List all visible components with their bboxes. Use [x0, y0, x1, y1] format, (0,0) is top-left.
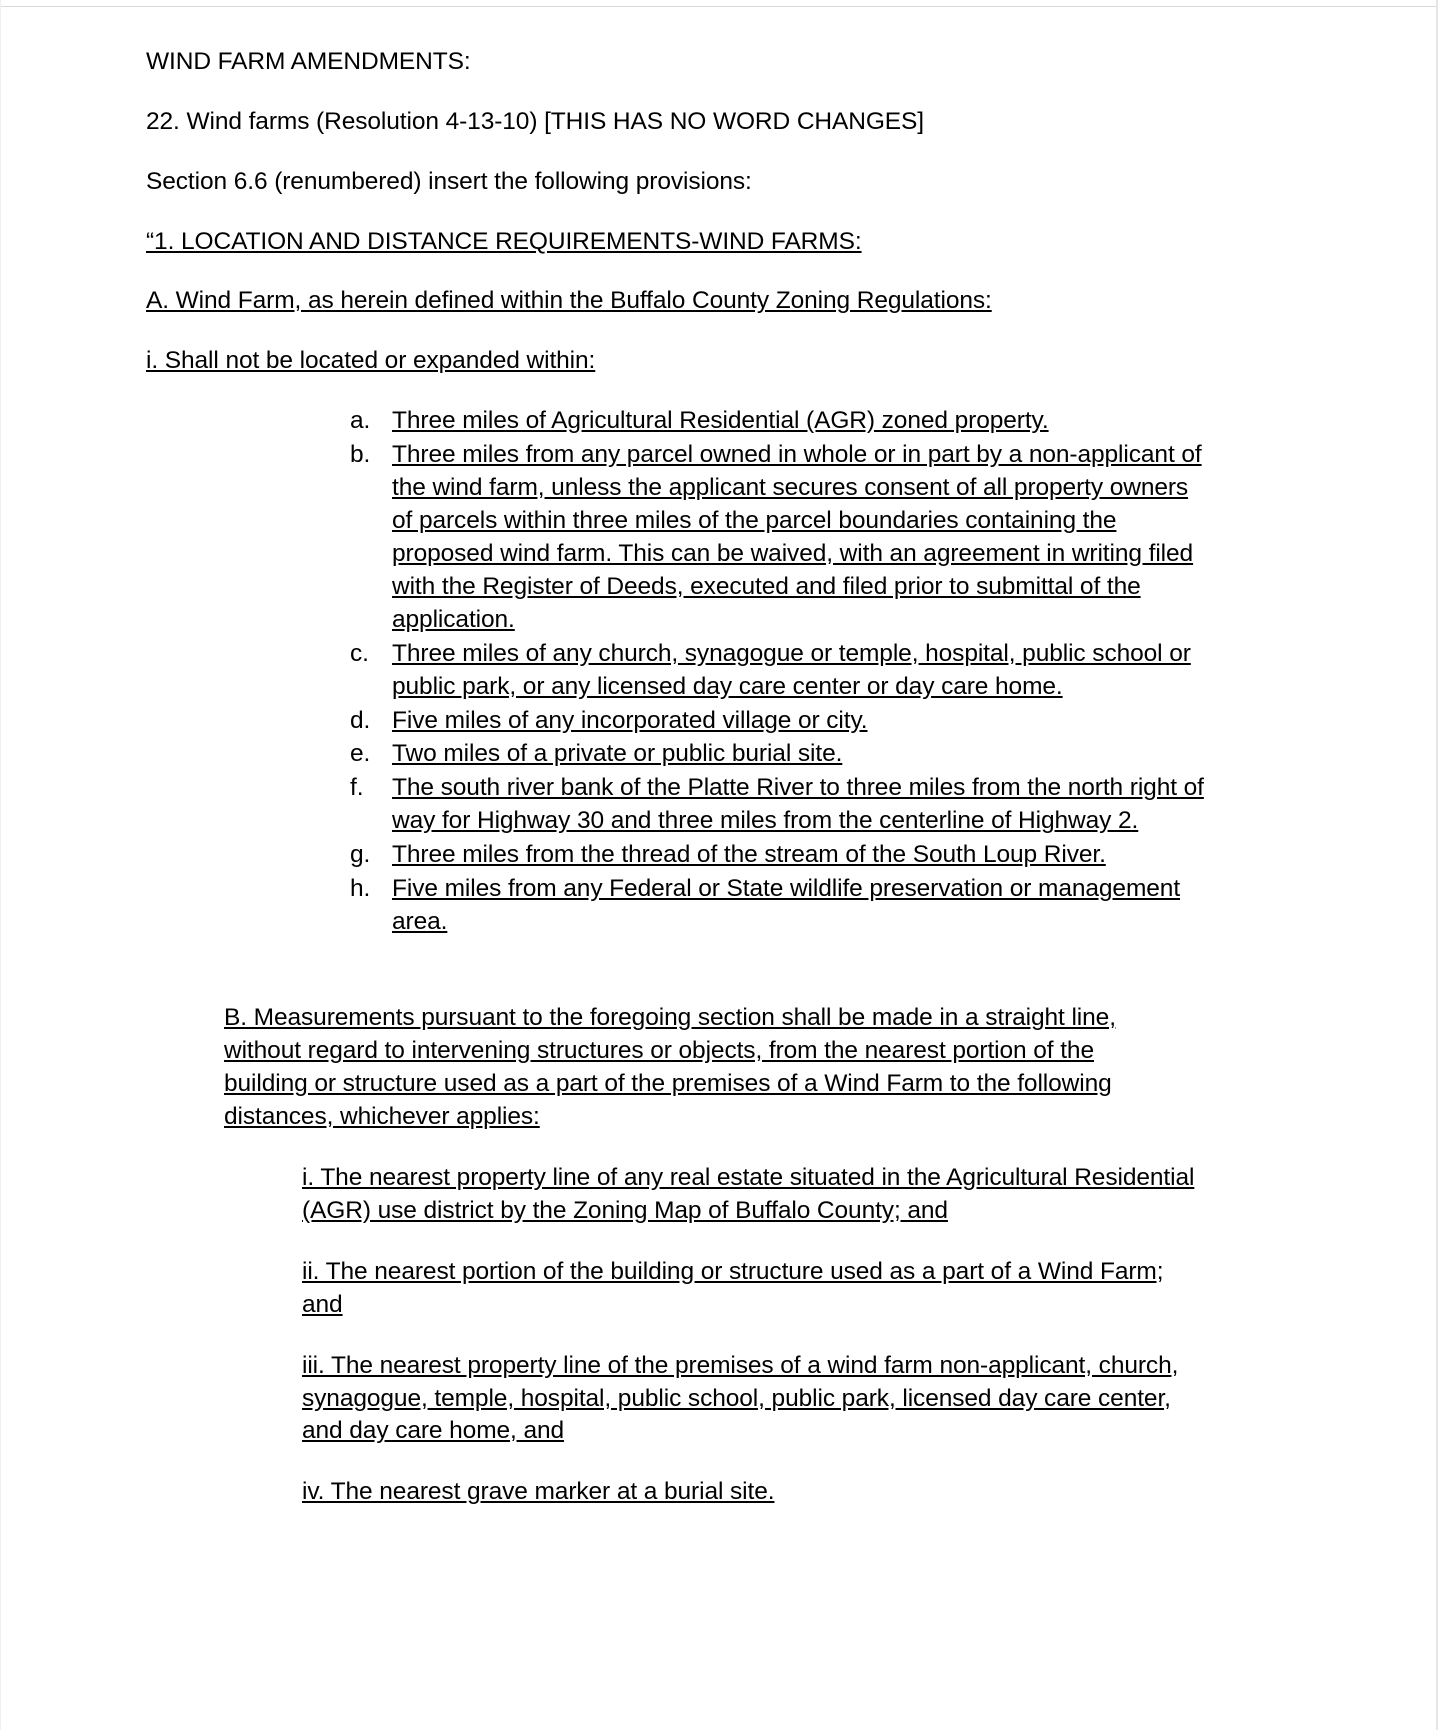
list-item — [342, 873, 1212, 939]
page-left-edge-rule — [0, 0, 1, 1730]
list-item — [342, 439, 1212, 637]
roman-item-iv: iv. The nearest grave marker at a burial site. — [302, 1478, 775, 1506]
section-a-heading: A. Wind Farm, as herein defined within the Buffalo County Zoning Regulations: — [146, 287, 992, 315]
list-marker: b. — [350, 441, 371, 468]
list-item — [342, 738, 1212, 771]
list-marker: d. — [350, 706, 371, 734]
document-body — [146, 46, 1206, 1537]
list-marker: a. — [350, 407, 371, 435]
list-marker: g. — [350, 841, 371, 869]
list-marker: h. — [350, 875, 371, 903]
list-item — [342, 772, 1212, 838]
document-title: WIND FARM AMENDMENTS: — [146, 48, 471, 75]
section-a-sub-i-heading: i. Shall not be located or expanded within: — [146, 347, 596, 375]
section-b-paragraph: B. Measurements pursuant to the foregoing section shall be made in a straight line, without regard to intervening structures or objects, from the nearest portion of the building or structure used as a part of the premises of a Wind Farm to the following distances, whichever applies: — [224, 1004, 1116, 1130]
list-item-text: Two miles of a private or public burial site. — [392, 740, 843, 768]
amendment-item-22: 22. Wind farms (Resolution 4-13-10) [THIS HAS NO WORD CHANGES] — [146, 107, 924, 135]
list-item — [342, 405, 1212, 438]
list-marker: e. — [350, 740, 371, 768]
list-item-text: Three miles from any parcel owned in whole or in part by a non-applicant of the wind farm, unless the applicant secures consent of all property owners of parcels within three miles of the parcel boundaries containing the proposed wind farm. This can be waived, with an agreement in writing filed with the Register of Deeds, executed and filed prior to submittal of the application. — [392, 441, 1202, 633]
section-6-6-line: Section 6.6 (renumbered) insert the following provisions: — [146, 167, 752, 195]
heading-location-distance-requirements: “1. LOCATION AND DISTANCE REQUIREMENTS-WIND FARMS: — [146, 227, 862, 255]
location-requirements-list — [342, 405, 1212, 939]
roman-item-i: i. The nearest property line of any real estate situated in the Agricultural Residential (AGR) use district by the Zoning Map of Buffalo County; and — [302, 1163, 1195, 1224]
list-marker: c. — [350, 639, 369, 667]
section-b-roman-list — [302, 1162, 1202, 1510]
list-spacer — [146, 940, 1206, 1002]
roman-item-iii: iii. The nearest property line of the premises of a wind farm non-applicant, church, synagogue, temple, hospital, public school, public park, licensed day care center, and day care home, and — [302, 1351, 1179, 1445]
list-item — [342, 638, 1212, 704]
list-item — [342, 839, 1212, 872]
list-item-text: Three miles from the thread of the stream of the South Loup River. — [392, 841, 1106, 869]
list-item-text: Three miles of any church, synagogue or temple, hospital, public school or public park, or any licensed day care center or day care home. — [392, 639, 1191, 700]
list-item-text: Five miles of any incorporated village or city. — [392, 706, 868, 734]
list-item-text: Five miles from any Federal or State wildlife preservation or management area. — [392, 875, 1181, 936]
list-marker: f. — [350, 774, 364, 802]
list-item-text: Three miles of Agricultural Residential (AGR) zoned property. — [392, 407, 1049, 435]
list-item — [342, 705, 1212, 738]
list-item-text: The south river bank of the Platte River to three miles from the north right of way for Highway 30 and three miles from the centerline of Highway 2. — [392, 774, 1204, 835]
roman-item-ii: ii. The nearest portion of the building or structure used as a part of a Wind Farm; and — [302, 1257, 1164, 1318]
page-top-edge-rule — [0, 6, 1438, 7]
